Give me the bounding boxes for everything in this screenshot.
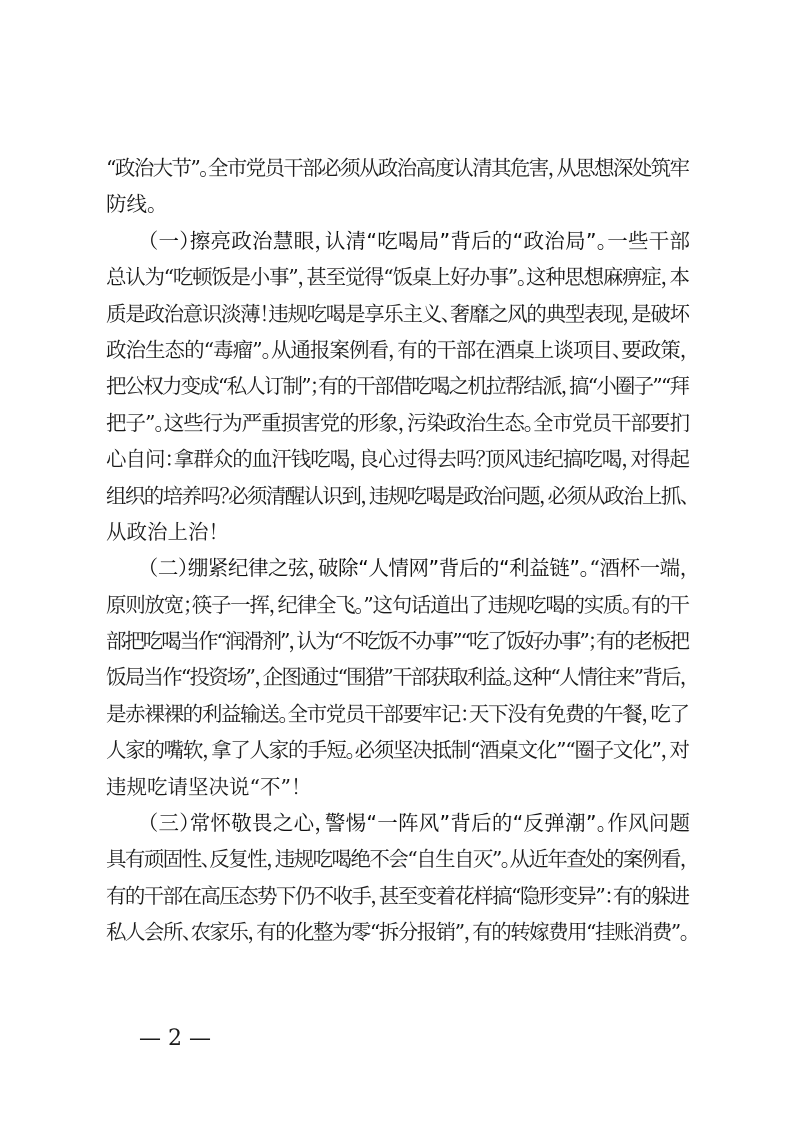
text-line: 具有顽固性、反复性，违规吃喝绝不会“自生自灭”。从近年查处的案例看， bbox=[106, 847, 689, 872]
text-line: 有的干部在高压态势下仍不收手，甚至变着花样搞“隐形变异”：有的躲进 bbox=[106, 883, 689, 908]
text-line: 总认为“吃顿饭是小事”，甚至觉得“饭桌上好办事”。这种思想麻痹症，本 bbox=[106, 265, 689, 290]
section-1-first-line-rest: 一些干部 bbox=[607, 228, 691, 253]
text-line: 人家的嘴软，拿了人家的手短。必须坚决抵制“酒桌文化”“圈子文化”，对 bbox=[106, 738, 689, 763]
text-line: 从政治上治！ bbox=[106, 519, 219, 544]
section-3-heading: （三）常怀敬畏之心，警惕“一阵风”背后的“反弹潮”。 bbox=[148, 811, 608, 836]
text-line: 原则放宽；筷子一挥，纪律全飞。”这句话道出了违规吃喝的实质。有的干 bbox=[106, 592, 689, 617]
text-line: 是赤裸裸的利益输送。全市党员干部要牢记：天下没有免费的午餐，吃了 bbox=[106, 701, 689, 726]
section-2-first-line-rest: “酒杯一端， bbox=[589, 556, 690, 581]
section-1-heading: （一）擦亮政治慧眼，认清“吃喝局”背后的“政治局”。 bbox=[148, 228, 608, 253]
text-line: 组织的培养吗？必须清醒认识到，违规吃喝是政治问题，必须从政治上抓、 bbox=[106, 483, 689, 508]
section-2-first-line bbox=[106, 550, 690, 586]
section-2-heading: （二）绷紧纪律之弦，破除“人情网”背后的“利益链”。 bbox=[148, 556, 590, 581]
section-3-first-line-rest: 作风问题 bbox=[607, 811, 691, 836]
text-line: 政治生态的“毒瘤”。从通报案例看，有的干部在酒桌上谈项目、要政策， bbox=[106, 337, 690, 362]
section-3-first-line bbox=[106, 805, 690, 841]
text-line: 心自问：拿群众的血汗钱吃喝，良心过得去吗？顶风违纪搞吃喝，对得起 bbox=[106, 447, 689, 472]
page-number: — 2 — bbox=[139, 1026, 211, 1051]
body-text bbox=[106, 150, 690, 951]
text-line: 私人会所、农家乐，有的化整为零“拆分报销”，有的转嫁费用“挂账消费”。 bbox=[106, 920, 689, 945]
text-line: 把子”。这些行为严重损害党的形象，污染政治生态。全市党员干部要扪 bbox=[106, 410, 689, 435]
text-line: 把公权力变成“私人订制”；有的干部借吃喝之机拉帮结派，搞“小圈子”“拜 bbox=[106, 374, 689, 399]
section-1-first-line bbox=[106, 223, 690, 259]
text-line: 质是政治意识淡薄！违规吃喝是享乐主义、奢靡之风的典型表现，是破坏 bbox=[106, 301, 689, 326]
text-line: 违规吃请坚决说“不”！ bbox=[106, 774, 302, 799]
text-line: 饭局当作“投资场”，企图通过“围猎”干部获取利益。这种“人情往来”背后， bbox=[106, 665, 689, 690]
text-line: “政治大节”。全市党员干部必须从政治高度认清其危害，从思想深处筑牢 bbox=[106, 156, 689, 180]
text-line: 部把吃喝当作“润滑剂”，认为“不吃饭不办事”“吃了饭好办事”；有的老板把 bbox=[106, 629, 688, 654]
text-line: 防线。 bbox=[106, 192, 158, 217]
